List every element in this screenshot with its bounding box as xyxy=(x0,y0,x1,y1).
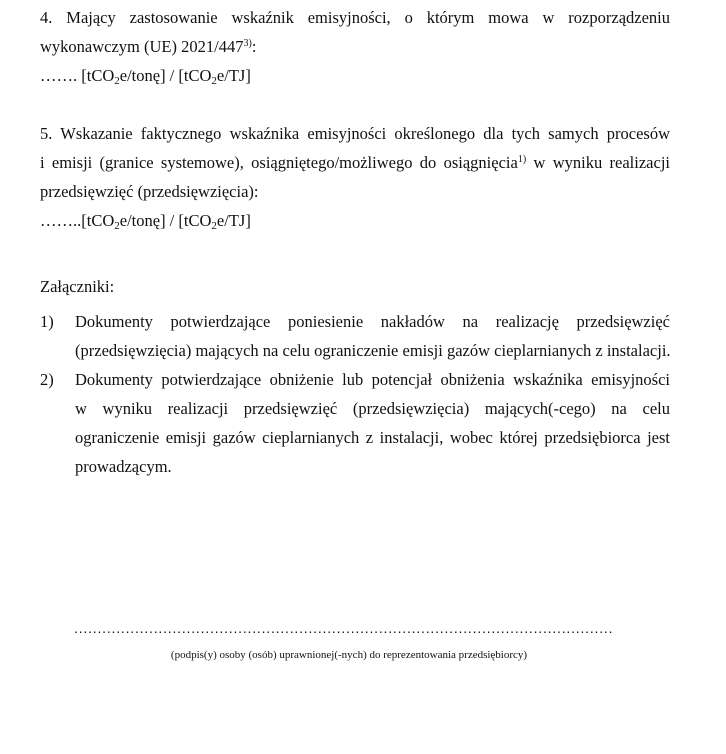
units-prefix: ……. [tCO xyxy=(40,66,115,85)
units-subscript: 2 xyxy=(211,75,217,87)
attachment-number: 1) xyxy=(40,312,54,331)
units-subscript: 2 xyxy=(114,220,120,232)
section-5-line-2-text: i emisji (granice systemowe), osiągniętego/możliwego do osiągnięcia xyxy=(40,153,518,172)
units-subscript: 2 xyxy=(114,75,120,87)
attachment-line: ograniczenie emisji gazów cieplarnianych z instalacji, wobec której przedsiębiorca jest xyxy=(75,428,670,447)
section-4-line-2-tail: : xyxy=(251,37,257,56)
footnote-ref-1: 1) xyxy=(517,154,527,165)
units-middle: e/tonę] / [tCO xyxy=(119,211,212,230)
units-suffix: e/TJ] xyxy=(216,211,251,230)
attachment-line: (przedsięwzięcia) mających na celu ograniczenie emisji gazów cieplarnianych z instalacji. xyxy=(75,341,671,360)
units-suffix: e/TJ] xyxy=(216,66,251,85)
section-5-line-2 xyxy=(40,148,670,177)
section-4-line-2 xyxy=(40,32,670,61)
footnote-ref-3: 3) xyxy=(243,38,252,49)
attachment-line: Dokumenty potwierdzające poniesienie nakładów na realizację przedsięwzięć xyxy=(75,312,670,331)
section-5-units xyxy=(40,206,670,235)
section-4-line-1: 4. Mający zastosowanie wskaźnik emisyjności, o którym mowa w rozporządzeniu xyxy=(40,8,670,27)
attachments-heading: Załączniki: xyxy=(40,277,115,296)
attachment-text xyxy=(75,307,670,365)
attachment-text xyxy=(75,365,670,481)
attachment-line: Dokumenty potwierdzające obniżenie lub potencjał obniżenia wskaźnika emisyjności xyxy=(75,370,670,389)
section-4-units xyxy=(40,61,670,90)
section-5-actual-emission xyxy=(40,119,670,235)
attachment-number: 2) xyxy=(40,370,54,389)
attachment-line: w wyniku realizacji przedsięwzięć (przedsięwzięcia) mających(-cego) na celu xyxy=(75,399,670,418)
section-5-line-3: przedsięwzięć (przedsięwzięcia): xyxy=(40,182,259,201)
section-5-line-1: 5. Wskazanie faktycznego wskaźnika emisyjności określonego dla tych samych procesów xyxy=(40,124,670,143)
section-4-emission-benchmark xyxy=(40,3,670,90)
section-5-line-2-tail: w wyniku realizacji xyxy=(526,153,670,172)
units-prefix: ……..[tCO xyxy=(40,211,115,230)
section-4-line-2-text: wykonawczym (UE) 2021/447 xyxy=(40,37,244,56)
units-subscript: 2 xyxy=(211,220,217,232)
units-middle: e/tonę] / [tCO xyxy=(119,66,212,85)
signature-caption: (podpis(y) osoby (osób) uprawnionej(-nych) do reprezentowania przedsiębiorcy) xyxy=(170,649,528,661)
attachment-line: prowadzącym. xyxy=(75,457,172,476)
signature-line: ................................................................................................................... xyxy=(74,620,614,636)
